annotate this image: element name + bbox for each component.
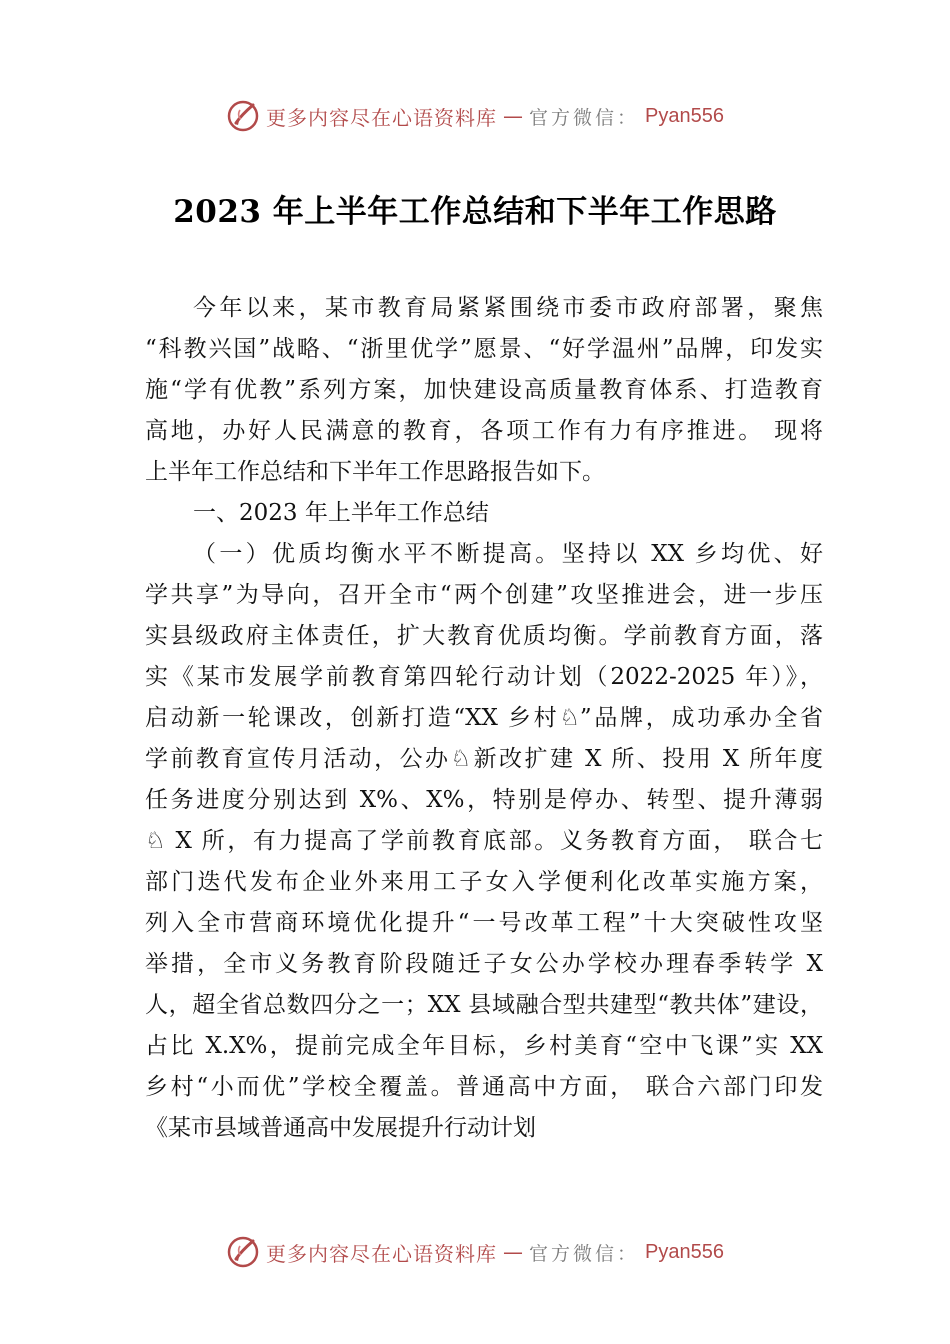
section-heading: 一、2023 年上半年工作总结 (193, 500, 489, 526)
paragraph-line: 任务进度分别达到 X%、X%，特别是停办、转型、提升薄弱 (145, 787, 823, 813)
paragraph-line: 实《某市发展学前教育第四轮行动计划（2022-2025 年）》， (145, 664, 823, 690)
paragraph-line: 乡村“小而优”学校全覆盖。普通高中方面， 联合六部门印发 (145, 1074, 823, 1100)
paragraph-line: 占比 X.X%，提前完成全年目标，乡村美育“空中飞课”实 XX (145, 1033, 823, 1059)
paragraph-line: 学共享”为导向，召开全市“两个创建”攻坚推进会，进一步压 (145, 582, 823, 608)
watermark-separator: — (503, 104, 523, 128)
watermark-separator: — (503, 1240, 523, 1264)
watermark-text: 更多内容尽在心语资料库 (266, 1241, 497, 1266)
brush-logo-icon (226, 1235, 260, 1269)
brush-logo-icon (226, 99, 260, 133)
watermark-footer (0, 1232, 950, 1272)
paragraph-line: 《某市县域普通高中发展提升行动计划 (145, 1115, 536, 1141)
paragraph-line: 实县级政府主体责任，扩大教育优质均衡。学前教育方面，落 (145, 623, 823, 649)
watermark-header (0, 96, 950, 136)
paragraph-line: “科教兴国”战略、“浙里优学”愿景、“好学温州”品牌，印发实 (145, 336, 823, 362)
paragraph-line: 学前教育宣传月活动，公办♘新改扩建 X 所、投用 X 所年度 (145, 746, 823, 772)
paragraph-line: （一）优质均衡水平不断提高。坚持以 XX 乡均优、好 (193, 541, 823, 567)
watermark-label: 官方微信： (529, 1242, 640, 1265)
paragraph-line: 启动新一轮课改，创新打造“XX 乡村♘”品牌，成功承办全省 (145, 705, 823, 731)
paragraph-line: 部门迭代发布企业外来用工子女入学便利化改革实施方案， (145, 869, 823, 895)
paragraph-line: 举措，全市义务教育阶段随迁子女公办学校办理春季转学 X (145, 951, 823, 977)
watermark-text: 更多内容尽在心语资料库 (266, 105, 497, 130)
paragraph-line: 高地，办好人民满意的教育，各项工作有力有序推进。 现将 (145, 418, 823, 444)
watermark-wechat-id: Pyan556 (645, 104, 724, 127)
paragraph-line: 今年以来，某市教育局紧紧围绕市委市政府部署，聚焦 (193, 295, 823, 321)
document-body (145, 288, 823, 1149)
watermark-wechat-id: Pyan556 (645, 1240, 724, 1263)
watermark-label: 官方微信： (529, 106, 640, 129)
paragraph-line: 列入全市营商环境优化提升“一号改革工程”十大突破性攻坚 (145, 910, 823, 936)
paragraph-line: 上半年工作总结和下半年工作思路报告如下。 (145, 459, 605, 485)
paragraph-line: ♘ X 所，有力提高了学前教育底部。义务教育方面， 联合七 (145, 828, 823, 854)
document-title: 2023 年上半年工作总结和下半年工作思路 (173, 194, 777, 230)
paragraph-line: 人，超全省总数四分之一；XX 县域融合型共建型“教共体”建设， (145, 992, 823, 1018)
paragraph-line: 施“学有优教”系列方案，加快建设高质量教育体系、打造教育 (145, 377, 823, 403)
